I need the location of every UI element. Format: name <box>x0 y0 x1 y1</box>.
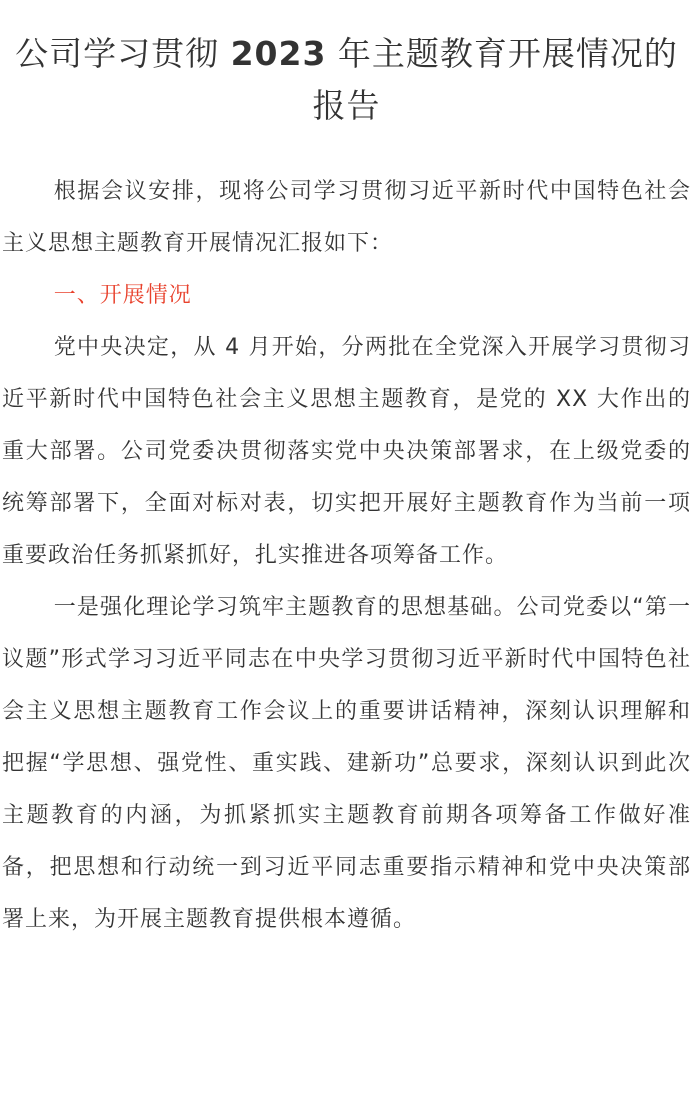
title-part-2: 年主题教育开展情况的报告 <box>312 34 678 125</box>
document-body <box>0 166 693 946</box>
body-paragraph-2: 一是强化理论学习筑牢主题教育的思想基础。公司党委以“第一议题”形式学习习近平同志在中央学习贯彻习近平新时代中国特色社会主义思想主题教育工作会议上的重要讲话精神，深刻认识理解和把握“学思想、强党性、重实践、建新功”总要求，深刻认识到此次主题教育的内涵，为抓紧抓实主题教育前期各项筹备工作做好准备，把思想和行动统一到习近平同志重要指示精神和党中央决策部署上来，为开展主题教育提供根本遵循。 <box>2 595 691 932</box>
document-title <box>0 28 693 132</box>
title-part-1: 公司学习贯彻 <box>15 34 220 73</box>
intro-paragraph: 根据会议安排，现将公司学习贯彻习近平新时代中国特色社会主义思想主题教育开展情况汇报如下： <box>2 179 691 256</box>
section-heading-1: 一、开展情况 <box>53 283 192 308</box>
title-year: 2023 <box>230 34 327 73</box>
body-paragraph-1: 党中央决定，从 4 月开始，分两批在全党深入开展学习贯彻习近平新时代中国特色社会主义思想主题教育，是党的 XX 大作出的重大部署。公司党委决贯彻落实党中央决策部署求，在上级党委的统筹部署下，全面对标对表，切实把开展好主题教育作为当前一项重要政治任务抓紧抓好，扎实推进各项筹备工作。 <box>2 335 691 568</box>
